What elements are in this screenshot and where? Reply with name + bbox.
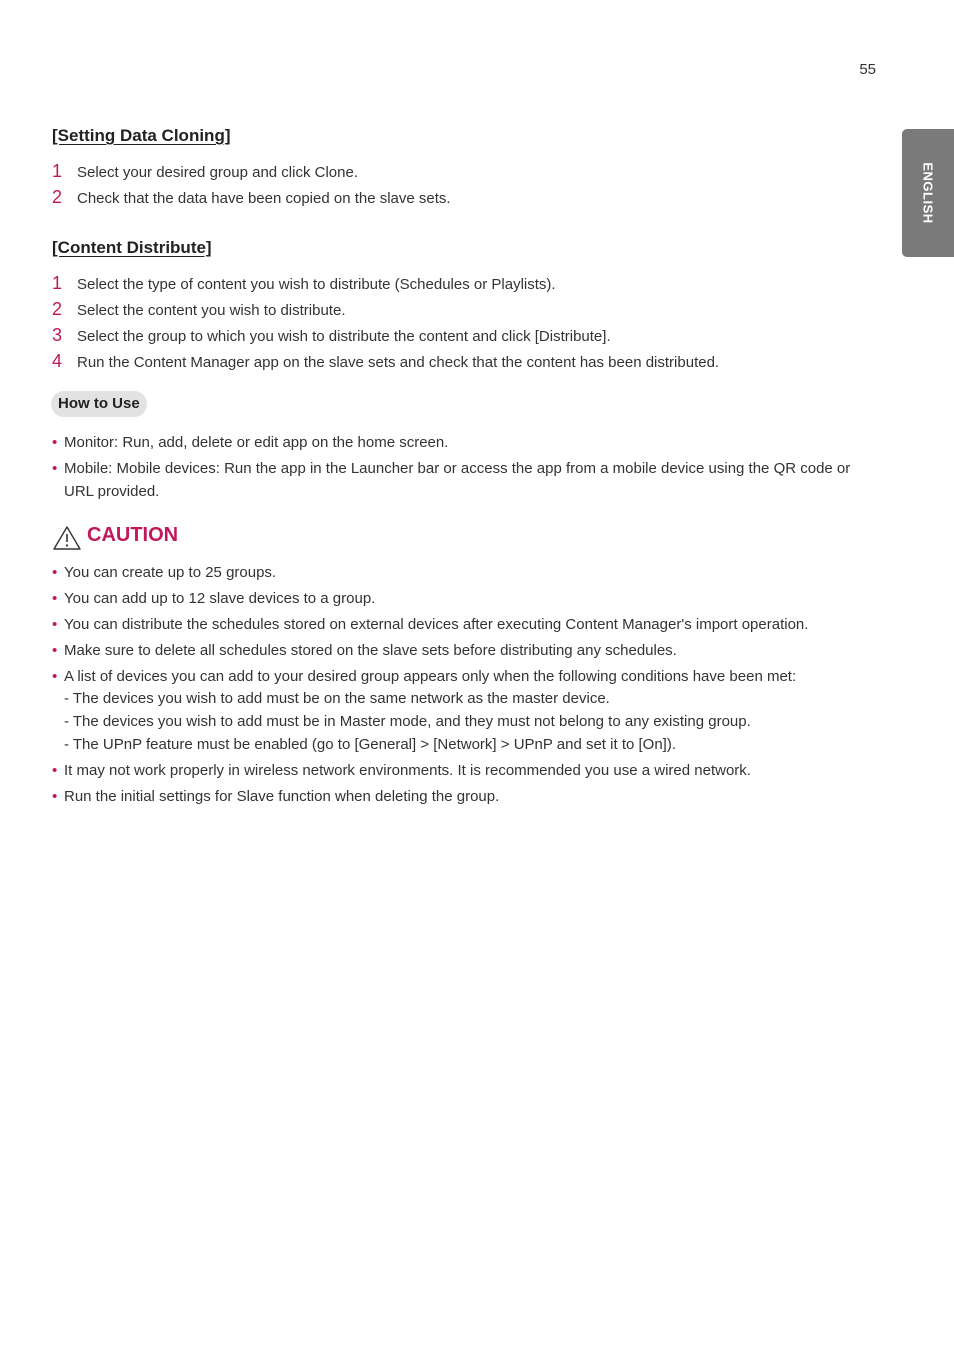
warning-triangle-icon: [52, 525, 82, 551]
step-text: Select the content you wish to distribute.: [77, 302, 346, 319]
bullet-text: You can add up to 12 slave devices to a group.: [64, 590, 376, 607]
step-number: 1: [52, 161, 63, 181]
bullet-dot-icon: •: [52, 616, 58, 633]
bullet-text: Mobile: Mobile devices: Run the app in the Launcher bar or access the app from a mobile device using the QR code or URL provided.: [64, 460, 851, 500]
step-number: 3: [52, 325, 63, 345]
bullet-dot-icon: •: [52, 668, 58, 685]
bullet-dot-icon: •: [52, 642, 58, 659]
step-number: 4: [52, 351, 63, 371]
bullet-dot-icon: •: [52, 788, 58, 805]
language-tab-label: ENGLISH: [920, 162, 936, 224]
bullet-dot-icon: •: [52, 460, 58, 477]
bullet-text: Monitor: Run, add, delete or edit app on the home screen.: [64, 434, 449, 451]
bullet-dot-icon: •: [52, 590, 58, 607]
step-number: 1: [52, 273, 63, 293]
caution-label: CAUTION: [87, 524, 179, 546]
bullet-text: You can create up to 25 groups.: [64, 564, 277, 581]
step-text: Select your desired group and click Clone.: [77, 164, 358, 181]
step-number: 2: [52, 299, 63, 319]
page-number: 55: [859, 61, 876, 78]
condition-sub-item: - The devices you wish to add must be in Master mode, and they must not belong to any existing group.: [64, 713, 751, 730]
bullet-text: Make sure to delete all schedules stored on the slave sets before distributing any schedules.: [64, 642, 677, 659]
step-text: Select the group to which you wish to distribute the content and click [Distribute].: [77, 328, 611, 345]
how-to-use-label: How to Use: [51, 391, 147, 417]
step-text: Run the Content Manager app on the slave sets and check that the content has been distributed.: [77, 354, 720, 371]
bullet-text: It may not work properly in wireless network environments. It is recommended you use a wired network.: [64, 762, 751, 779]
condition-sub-item: - The UPnP feature must be enabled (go to [General] > [Network] > UPnP and set it to [On]).: [64, 736, 676, 753]
bullet-text: Run the initial settings for Slave function when deleting the group.: [64, 788, 500, 805]
bullet-dot-icon: •: [52, 434, 58, 451]
bullet-dot-icon: •: [52, 762, 58, 779]
condition-sub-item: - The devices you wish to add must be on the same network as the master device.: [64, 690, 610, 707]
bullet-text: You can distribute the schedules stored on external devices after executing Content Manager's import operation.: [64, 616, 809, 633]
content-distribute-heading: [Content Distribute]: [52, 238, 212, 257]
step-text: Select the type of content you wish to distribute (Schedules or Playlists).: [77, 276, 556, 293]
bullet-dot-icon: •: [52, 564, 58, 581]
bullet-text: A list of devices you can add to your desired group appears only when the following conditions have been met:: [64, 668, 797, 685]
setting-data-cloning-heading: [Setting Data Cloning]: [52, 126, 231, 145]
step-number: 2: [52, 187, 63, 207]
step-text: Check that the data have been copied on the slave sets.: [77, 190, 451, 207]
language-tab: [902, 129, 954, 257]
